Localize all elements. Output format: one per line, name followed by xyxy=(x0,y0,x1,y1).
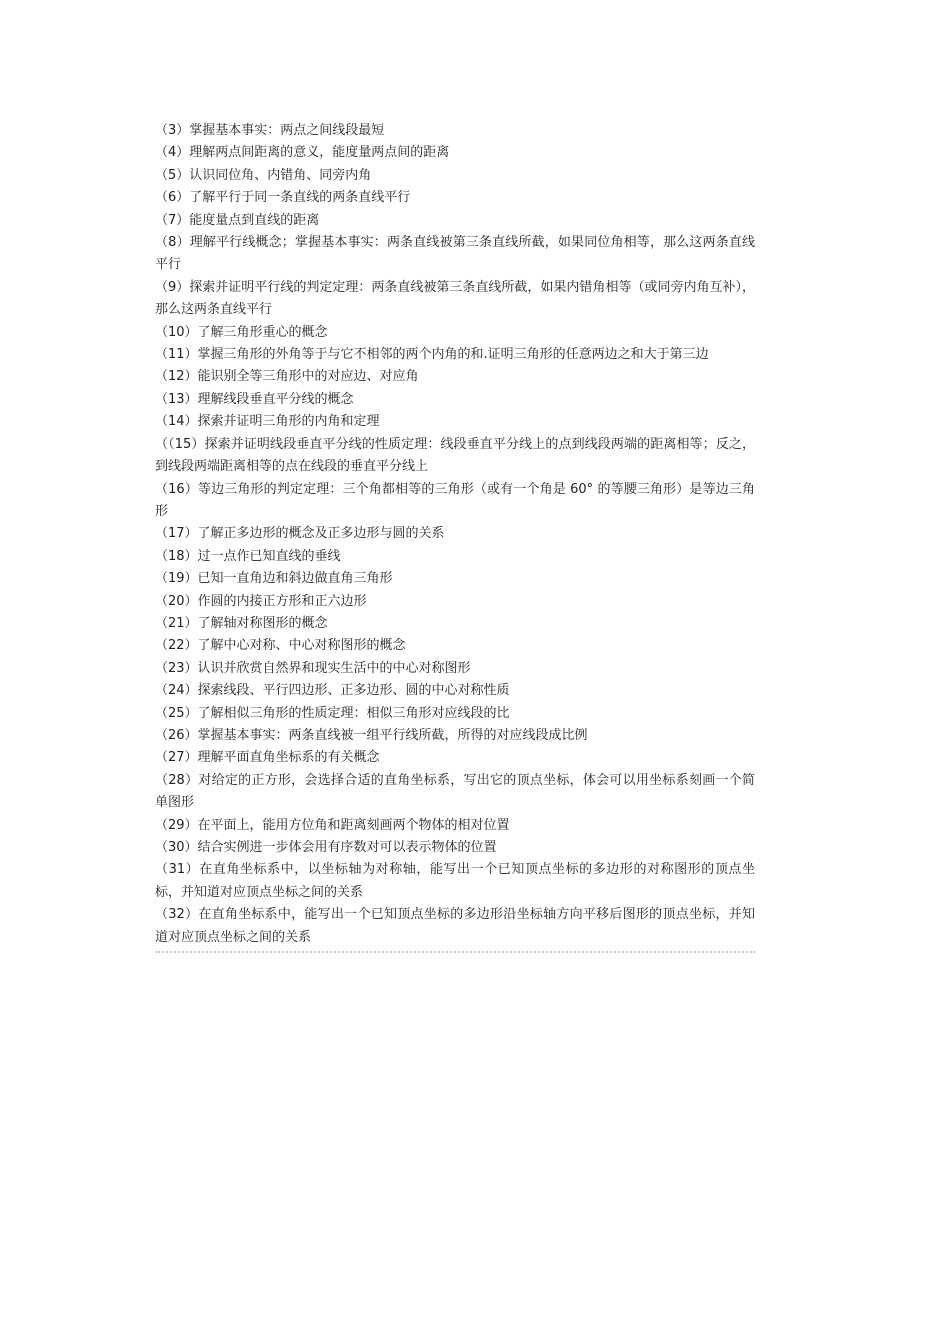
list-item: （18）过一点作已知直线的垂线 xyxy=(155,548,341,564)
list-item: （32）在直角坐标系中，能写出一个已知顶点坐标的多边形沿坐标轴方向平移后图形的顶点坐标，并知道对应顶点坐标之间的关系 xyxy=(155,907,755,945)
list-item: （16）等边三角形的判定定理：三个角都相等的三角形（或有一个角是 60° 的等腰三角形）是等边三角形 xyxy=(155,481,755,519)
list-item: （23）认识并欣赏自然界和现实生活中的中心对称图形 xyxy=(155,660,471,676)
list-item: （21）了解轴对称图形的概念 xyxy=(155,615,328,631)
list-item: （13）理解线段垂直平分线的概念 xyxy=(155,391,354,407)
list-item: （19）已知一直角边和斜边做直角三角形 xyxy=(155,571,393,587)
list-item: （17）了解正多边形的概念及正多边形与圆的关系 xyxy=(155,526,445,542)
list-item: （6）了解平行于同一条直线的两条直线平行 xyxy=(155,190,411,206)
document-page xyxy=(155,120,755,959)
list-item: （28）对给定的正方形，会选择合适的直角坐标系，写出它的顶点坐标，体会可以用坐标系刻画一个简单图形 xyxy=(155,772,755,811)
list-item: （14）探索并证明三角形的内角和定理 xyxy=(155,414,380,430)
list-item: （11）掌握三角形的外角等于与它不相邻的两个内角的和.证明三角形的任意两边之和大于第三边 xyxy=(155,347,709,363)
list-item: （9）探索并证明平行线的判定定理：两条直线被第三条直线所截，如果内错角相等（或同旁内角互补），那么这两条直线平行 xyxy=(155,279,755,318)
list-item: （4）理解两点间距离的意义，能度量两点间的距离 xyxy=(155,145,450,161)
list-item: （25）了解相似三角形的性质定理：相似三角形对应线段的比 xyxy=(155,705,510,721)
list-item: （5）认识同位角、内错角、同旁内角 xyxy=(155,167,372,183)
list-item: （20）作圆的内接正方形和正六边形 xyxy=(155,593,367,609)
list-item: （3）掌握基本事实：两点之间线段最短 xyxy=(155,123,385,138)
list-item: （（15）探索并证明线段垂直平分线的性质定理：线段垂直平分线上的点到线段两端的距离相等；反之，到线段两端距离相等的点在线段的垂直平分线上 xyxy=(155,436,755,475)
list-item: （24）探索线段、平行四边形、正多边形、圆的中心对称性质 xyxy=(155,683,510,699)
list-item: （27）理解平面直角坐标系的有关概念 xyxy=(155,750,380,766)
list-item: （7）能度量点到直线的距离 xyxy=(155,212,320,228)
list-item: （12）能识别全等三角形中的对应边、对应角 xyxy=(155,369,419,385)
list-item: （29）在平面上，能用方位角和距离刻画两个物体的相对位置 xyxy=(155,817,510,833)
list-item: （26）掌握基本事实：两条直线被一组平行线所截，所得的对应线段成比例 xyxy=(155,727,588,743)
list-item: （22）了解中心对称、中心对称图形的概念 xyxy=(155,638,406,654)
list-item: （30）结合实例进一步体会用有序数对可以表示物体的位置 xyxy=(155,840,497,855)
list-item: （8）理解平行线概念；掌握基本事实：两条直线被第三条直线所截，如果同位角相等，那么这两条直线平行 xyxy=(155,235,755,273)
list-item: （31）在直角坐标系中，以坐标轴为对称轴，能写出一个已知顶点坐标的多边形的对称图形的顶点坐标，并知道对应顶点坐标之间的关系 xyxy=(155,862,755,900)
list-item: （10）了解三角形重心的概念 xyxy=(155,324,328,340)
cropped-text-line xyxy=(155,951,755,959)
